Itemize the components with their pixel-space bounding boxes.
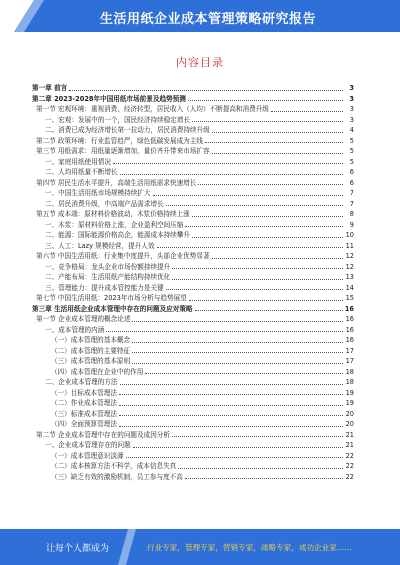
toc-entry[interactable] xyxy=(32,241,354,252)
toc-entry[interactable] xyxy=(32,325,354,336)
toc-entry-title: 一、成本管理的内涵 xyxy=(45,325,105,334)
dot-leader xyxy=(132,321,343,322)
dot-leader xyxy=(212,258,343,259)
toc-entry-title: 第一节 企业成本管理的概念论述 xyxy=(36,315,131,323)
toc-entry-page: 3 xyxy=(349,105,354,113)
report-footer xyxy=(0,529,400,565)
toc-entry-title: （一）成本管理意识淡薄 xyxy=(51,451,124,460)
toc-entry-page: 6 xyxy=(349,168,354,176)
toc-entry-title: 第二节 政策环境：行业监管趋严，绿色低碳发展成为主线 xyxy=(36,136,203,145)
toc-entry[interactable] xyxy=(32,272,354,283)
toc-entry[interactable] xyxy=(32,125,354,136)
footer-slogan-roles: 行业专家，管理专家，营销专家，战略专家，成功企业家…… xyxy=(147,543,353,552)
dot-leader xyxy=(119,405,343,406)
toc-entry-title: （三）缺乏有效的激励机制，员工参与度不高 xyxy=(51,472,183,481)
toc-entry-page: 8 xyxy=(349,210,354,218)
toc-entry[interactable] xyxy=(32,293,354,304)
dot-leader xyxy=(192,121,343,122)
toc-entry-title: 一、竞争格局：龙头企业市场份额持续提升 xyxy=(45,262,171,271)
toc-entry-page: 21 xyxy=(345,441,354,449)
toc-entry-page: 22 xyxy=(345,472,354,481)
toc-entry[interactable] xyxy=(32,430,354,441)
toc-entry[interactable] xyxy=(32,199,354,210)
toc-entry-title: 一、木浆：原材料价格上涨，企业盈利空间压缩 xyxy=(45,220,184,229)
dot-leader xyxy=(132,352,343,353)
toc-entry-title: （一）目标成本管理法 xyxy=(51,388,117,397)
dot-leader xyxy=(205,142,343,143)
dot-leader xyxy=(120,384,343,385)
toc-entry[interactable] xyxy=(32,419,354,430)
dot-leader xyxy=(172,268,343,269)
toc-entry-title: 三、人工：Lazy 规模经营，提升人效 xyxy=(45,241,155,250)
toc-entry-page: 21 xyxy=(345,430,354,439)
toc-entry[interactable] xyxy=(32,388,354,399)
dot-leader xyxy=(119,415,343,416)
dot-leader xyxy=(113,163,343,164)
toc-entry[interactable] xyxy=(32,356,354,367)
dot-leader xyxy=(119,394,343,395)
toc-entry[interactable] xyxy=(32,104,354,115)
toc-entry-title: （三）标准成本管理法 xyxy=(51,409,117,418)
toc-entry-title: （三）成本管理的基本原则 xyxy=(51,357,131,365)
toc-entry-title: 三、管理能力：提升成本管控能力是关键 xyxy=(45,283,164,292)
toc-entry[interactable] xyxy=(32,409,354,420)
report-header xyxy=(0,0,400,32)
toc-entry-title: （四）成本管理在企业中的作用 xyxy=(51,367,144,376)
toc-entry-title: 二、居民消费升级，中高端产品需求增长 xyxy=(45,199,164,208)
dot-leader xyxy=(120,174,343,175)
toc-entry[interactable] xyxy=(32,157,354,168)
toc-entry[interactable] xyxy=(32,167,354,178)
report-title: 生活用纸企业成本管理策略研究报告 xyxy=(100,12,317,27)
toc-entry-page: 12 xyxy=(345,252,354,260)
toc-entry-page: 22 xyxy=(345,462,354,470)
toc-entry-page: 5 xyxy=(349,147,354,155)
toc-entry-page: 9 xyxy=(349,220,354,229)
toc-entry-title: 第三章 生活用纸企业成本管理中存在的问题及应对策略 xyxy=(32,304,193,313)
toc-entry-page: 15 xyxy=(345,294,354,302)
toc-entry-page: 12 xyxy=(345,262,354,271)
dot-leader xyxy=(126,457,343,458)
toc-entry[interactable] xyxy=(32,220,354,231)
toc-entry-title: 第三节 用纸需求：用纸量逐渐增加，量价齐升带来市场扩容 xyxy=(36,147,210,155)
toc-entry[interactable] xyxy=(32,136,354,147)
dot-leader xyxy=(166,205,343,206)
dot-leader xyxy=(185,226,343,227)
toc-entry[interactable] xyxy=(32,461,354,472)
footer-slogan-lead: 让每个人都成为 xyxy=(46,544,110,554)
dot-leader xyxy=(189,300,343,301)
toc-entry[interactable] xyxy=(32,115,354,126)
toc-entry-page: 17 xyxy=(345,346,354,355)
toc-entry-page: 16 xyxy=(345,325,354,334)
toc-entry[interactable] xyxy=(32,283,354,294)
toc-entry[interactable] xyxy=(32,188,354,199)
toc-entry-title: 二、人均用纸量不断增长 xyxy=(45,168,118,176)
toc-entry-page: 4 xyxy=(349,126,354,134)
toc-entry-page: 5 xyxy=(349,157,354,166)
dot-leader xyxy=(119,426,343,427)
toc-entry[interactable] xyxy=(32,367,354,378)
dot-leader xyxy=(132,342,343,343)
toc-entry-title: 一、宏观：发展中的一个，国民经济持续稳定增长 xyxy=(45,115,191,124)
toc-entry-page: 7 xyxy=(349,199,354,208)
toc-entry-page: 6 xyxy=(349,178,354,187)
toc-entry-title: （四）全面预算管理法 xyxy=(51,420,117,428)
toc-entry[interactable] xyxy=(32,472,354,483)
toc-entry[interactable] xyxy=(32,314,354,325)
toc-entry[interactable] xyxy=(32,451,354,462)
toc-entry-page: 14 xyxy=(345,283,354,292)
toc-entry-page: 22 xyxy=(345,451,354,460)
toc-entry-title: 第七节 中国生活用纸：2023年市场分析与趋势展望 xyxy=(36,294,187,302)
toc-entry-title: （一）成本管理的基本概念 xyxy=(51,336,131,344)
dot-leader xyxy=(178,468,343,469)
toc-entry[interactable] xyxy=(32,304,354,315)
dot-leader xyxy=(172,279,343,280)
toc-entry[interactable] xyxy=(32,178,354,189)
toc-entry[interactable] xyxy=(32,251,354,262)
toc-entry-page: 10 xyxy=(345,231,354,239)
toc-entry-page: 3 xyxy=(349,84,354,92)
dot-leader xyxy=(198,184,343,185)
dot-leader xyxy=(166,289,343,290)
dot-leader xyxy=(188,100,343,101)
toc-entry-page: 18 xyxy=(345,367,354,376)
toc-entry-page: 17 xyxy=(345,357,354,365)
toc-entry[interactable] xyxy=(32,262,354,273)
toc-entry-title: 一、家庭用纸使用情况 xyxy=(45,157,111,166)
toc-entry[interactable] xyxy=(32,335,354,346)
dot-leader xyxy=(145,373,343,374)
toc-entry-title: （二）作业成本管理法 xyxy=(51,399,117,407)
toc-entry[interactable] xyxy=(32,346,354,357)
toc-entry-title: 第二章 2023-2028年中国用纸市场前景及趋势预测 xyxy=(32,94,186,103)
dot-leader xyxy=(133,447,343,448)
toc-entry[interactable] xyxy=(32,209,354,220)
dot-leader xyxy=(157,247,344,248)
toc-entry-title: 第一章 前言 xyxy=(32,84,68,92)
dot-leader xyxy=(185,478,343,479)
toc-entry-title: 第二节 企业成本管理中存在的问题及成因分析 xyxy=(36,430,170,439)
toc-entry[interactable] xyxy=(32,398,354,409)
dot-leader xyxy=(212,153,343,154)
toc-entry-title: （二）成本核算方法不科学，成本信息失真 xyxy=(51,462,177,470)
dot-leader xyxy=(271,111,343,112)
toc-entry-page: 13 xyxy=(345,273,354,281)
dot-leader xyxy=(192,237,343,238)
table-of-contents xyxy=(32,83,354,482)
toc-entry-page: 5 xyxy=(349,136,354,145)
toc-entry-title: 第六节 中国生活用纸：行业集中度提升，头部企业优势显著 xyxy=(36,252,210,260)
toc-entry-page: 16 xyxy=(345,315,354,323)
toc-entry-page: 3 xyxy=(349,94,354,103)
toc-entry[interactable] xyxy=(32,94,354,105)
toc-entry-title: （二）成本管理的主要特征 xyxy=(51,346,131,355)
toc-entry-title: 二、能源：国际能源价格高企，能源成本持续攀升 xyxy=(45,231,191,239)
toc-entry-title: 二、消费已成为经济增长第一拉动力，居民消费持续升级 xyxy=(45,126,210,134)
toc-heading: 内容目录 xyxy=(176,56,224,69)
toc-entry-title: 第五节 成本端：原材料价格波动，木浆价格持续上涨 xyxy=(36,210,190,218)
toc-entry[interactable] xyxy=(32,377,354,388)
toc-entry-title: 一、企业成本管理存在的问题 xyxy=(45,441,131,449)
toc-entry-page: 16 xyxy=(345,336,354,344)
dot-leader xyxy=(153,195,344,196)
dot-leader xyxy=(132,363,343,364)
dot-leader xyxy=(212,132,343,133)
toc-entry-title: 第一节 宏观环境：重视消费、经济转型，居民收入（人均）不断提高和消费升级 xyxy=(36,105,269,113)
toc-entry-title: 第四节 居民生活水平提升，高端生活用纸需求快速增长 xyxy=(36,178,197,187)
toc-entry-page: 18 xyxy=(345,378,354,386)
toc-entry[interactable] xyxy=(32,440,354,451)
dot-leader xyxy=(192,216,343,217)
toc-entry-page: 19 xyxy=(345,388,354,397)
dot-leader xyxy=(172,436,343,437)
toc-entry-page: 20 xyxy=(345,409,354,418)
toc-entry[interactable] xyxy=(32,230,354,241)
toc-entry-page: 3 xyxy=(349,115,354,124)
toc-entry-title: 二、企业成本管理的方法 xyxy=(45,378,118,386)
toc-entry-page: 7 xyxy=(349,189,354,197)
toc-entry[interactable] xyxy=(32,83,354,94)
toc-entry-title: 二、产能布局：生活用纸产能结构持续优化 xyxy=(45,273,171,281)
dot-leader xyxy=(69,90,343,91)
toc-entry-page: 20 xyxy=(345,420,354,428)
toc-entry-page: 16 xyxy=(344,304,354,313)
toc-entry-page: 19 xyxy=(345,399,354,407)
dot-leader xyxy=(106,331,343,332)
toc-entry-title: 一、中国生活用纸市场规模持续扩大 xyxy=(45,189,151,197)
dot-leader xyxy=(195,310,343,311)
toc-entry-page: 11 xyxy=(345,241,354,250)
toc-entry[interactable] xyxy=(32,146,354,157)
